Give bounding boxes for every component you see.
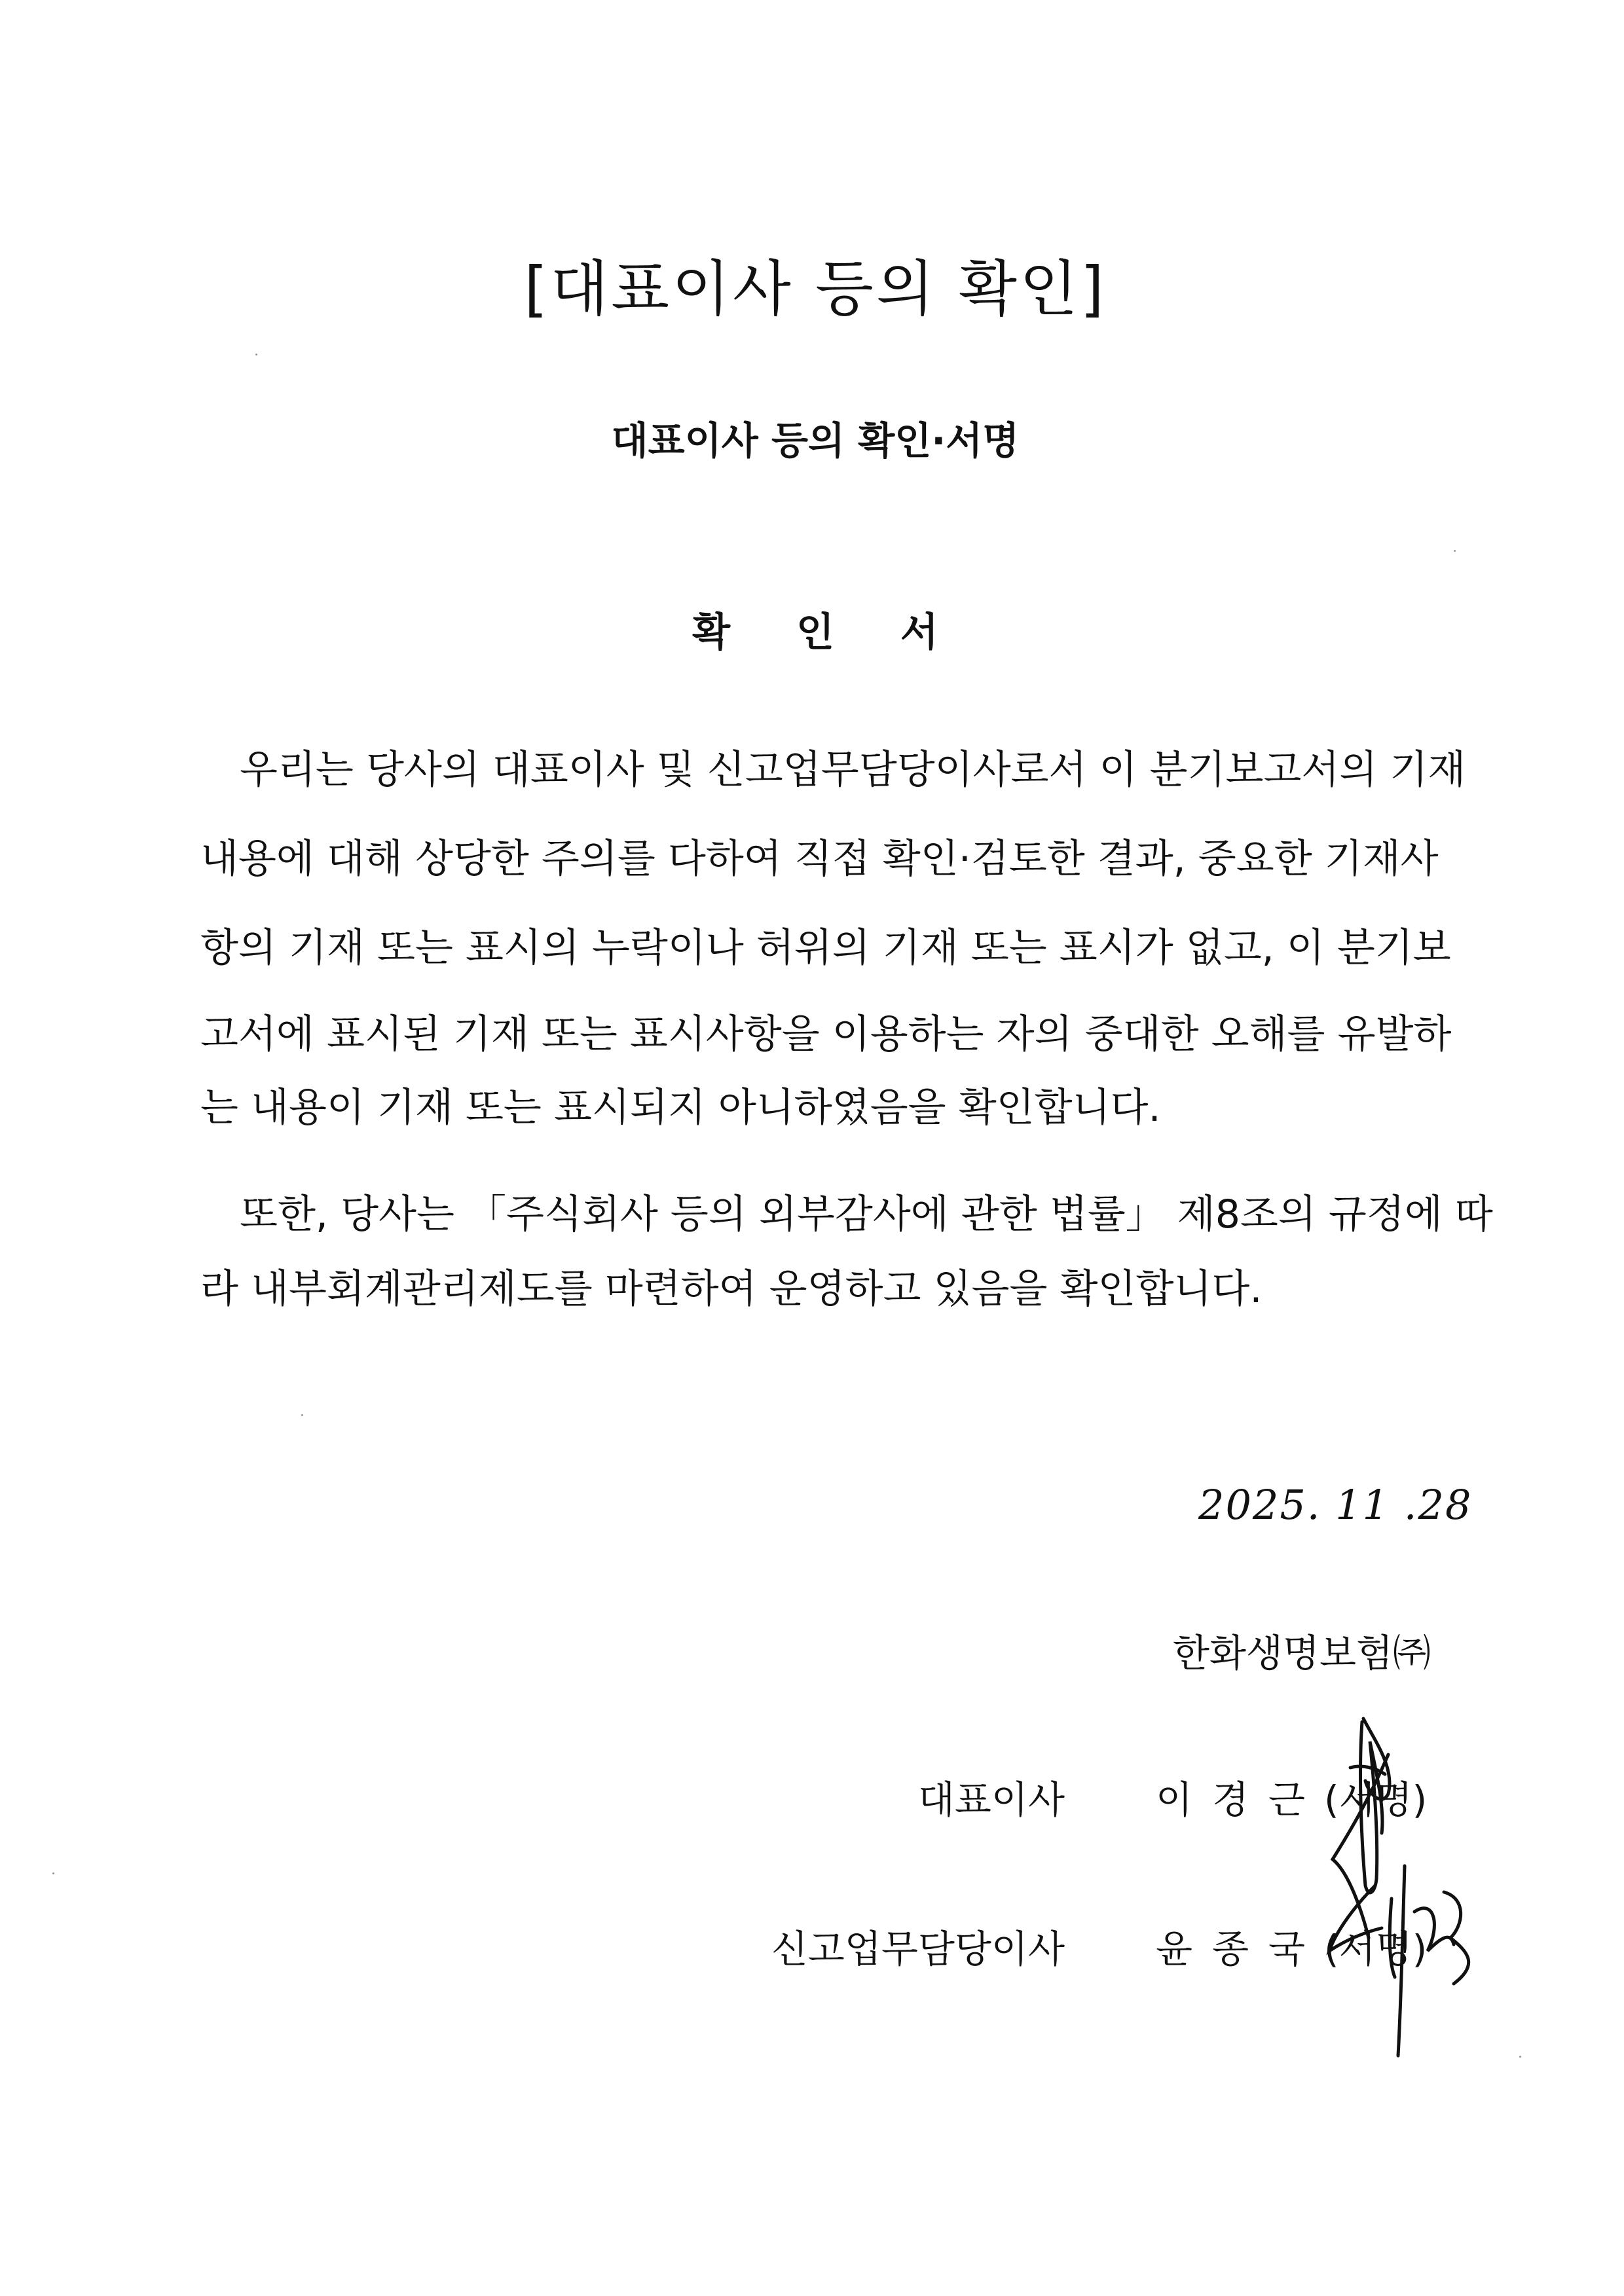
paragraph-line: 우리는 당사의 대표이사 및 신고업무담당이사로서 이 분기보고서의 기재	[200, 747, 1466, 793]
paragraph-line: 또한, 당사는 「주식회사 등의 외부감사에 관한 법률」 제8조의 규정에 따	[200, 1192, 1493, 1237]
scan-speck	[255, 354, 257, 355]
scan-speck	[301, 1414, 303, 1416]
paragraph-line: 고서에 표시된 기재 또는 표시사항을 이용하는 자의 중대한 오해를 유발하	[200, 1011, 1452, 1057]
signatory-name: 윤종국	[1156, 1927, 1325, 1971]
signature-label: (서명)	[1324, 1927, 1428, 1971]
paragraph-line: 내용에 대해 상당한 주의를 다하여 직접 확인·검토한 결과, 중요한 기재사	[200, 836, 1439, 882]
scan-speck	[52, 1872, 54, 1874]
paragraph-line: 는 내용이 기재 또는 표시되지 아니하였음을 확인합니다.	[200, 1085, 1161, 1131]
signature-label: (서명)	[1324, 1777, 1428, 1822]
paragraph-line: 항의 기재 또는 표시의 누락이나 허위의 기재 또는 표시가 없고, 이 분기보	[200, 925, 1451, 971]
document-subtitle: 대표이사 등의 확인·서명	[611, 418, 1020, 463]
document-title: [대표이사 등의 확인]	[524, 254, 1107, 324]
paragraph-line: 라 내부회계관리제도를 마련하여 운영하고 있음을 확인합니다.	[200, 1266, 1263, 1312]
company-name: 한화생명보험㈜	[1172, 1631, 1431, 1675]
signatory-name: 이경근	[1156, 1777, 1325, 1822]
signatory-role: 신고업무담당이사	[771, 1927, 1065, 1971]
signatory-role: 대표이사	[917, 1777, 1065, 1822]
confirmation-heading: 확 인 서	[692, 610, 965, 655]
scan-speck	[1454, 550, 1456, 552]
handwritten-date: 2025. 11 .28	[1198, 1481, 1473, 1529]
scan-speck	[1519, 2056, 1521, 2058]
